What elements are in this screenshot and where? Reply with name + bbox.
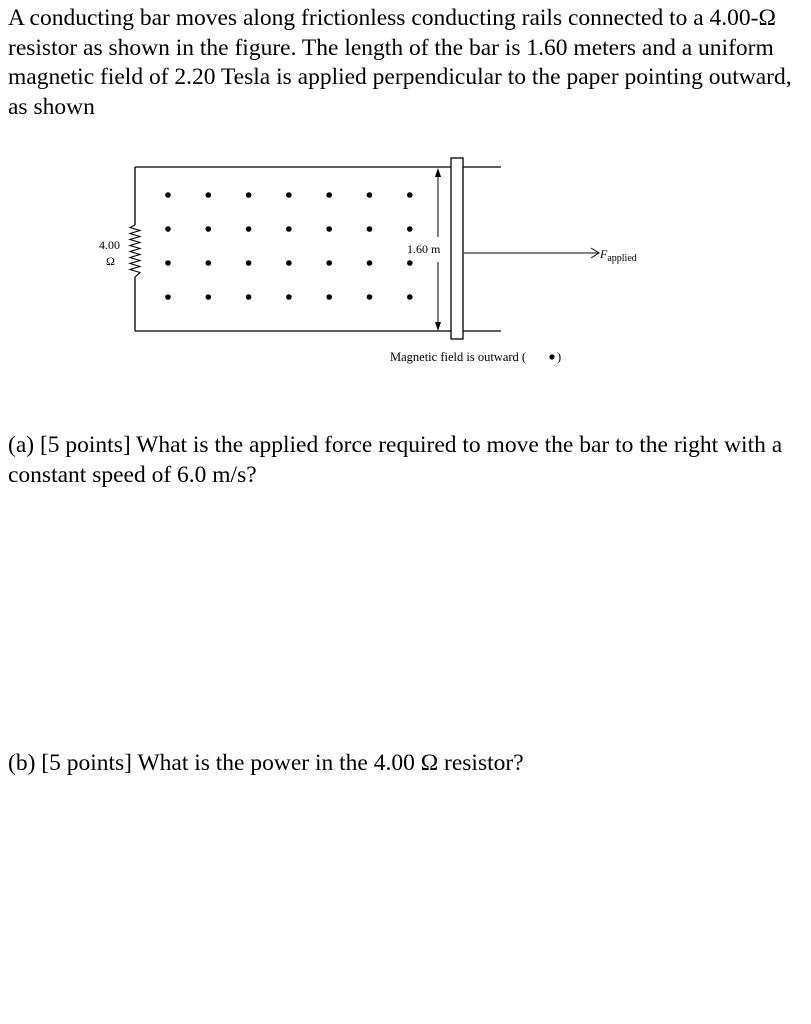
force-symbol: F [600,247,608,261]
field-dot [286,260,292,266]
field-dot [286,192,292,198]
magnetic-field-dots [165,192,412,300]
caption-text: Magnetic field is outward ( [390,350,527,364]
field-dot [326,260,332,266]
question-a: (a) [5 points] What is the applied force required to move the bar to the right with a constant speed of 6.0 m/s? [8,432,783,488]
field-dot [367,226,373,232]
bar-length-label: 1.60 m [407,242,441,256]
field-dot [407,226,413,232]
field-dot [206,294,212,300]
field-dot [367,260,373,266]
field-dot [326,226,332,232]
field-dot [165,226,171,232]
dimension-arrowhead-up [435,168,441,177]
applied-force-arrow [464,248,599,258]
applied-force-label [599,247,637,264]
field-dot [165,294,171,300]
field-dot [206,260,212,266]
question-b: (b) [5 points] What is the power in the 4.00 Ω resistor? [8,750,524,776]
dimension-arrowhead-down [435,322,441,331]
field-dot [165,260,171,266]
figure-caption [390,350,526,364]
field-dot [326,294,332,300]
resistor-unit-label: Ω [106,254,115,268]
field-dot [326,192,332,198]
field-dot [246,226,252,232]
resistor-zigzag [130,225,140,277]
field-dot [246,260,252,266]
field-dot [206,192,212,198]
force-subscript: applied [607,253,637,264]
caption-close-paren: ) [557,350,562,364]
field-dot [367,192,373,198]
field-dot [407,260,413,266]
caption-dot-icon [549,354,554,359]
problem-statement: A conducting bar moves along frictionless conducting rails connected to a 4.00-Ω resistor as shown in the figure. The length of the bar is 1.60 meters and a uniform magnetic field of 2.20 Tesla is applied perpendicular to the paper pointing outward, as shown [8,5,792,120]
resistor-value-label: 4.00 [99,238,120,252]
field-dot [286,294,292,300]
field-dot [246,192,252,198]
rails [135,167,501,331]
field-dot [206,226,212,232]
conducting-bar [451,158,463,339]
field-dot [286,226,292,232]
field-dot [246,294,252,300]
field-dot [165,192,171,198]
field-dot [407,294,413,300]
field-dot [367,294,373,300]
field-dot [407,192,413,198]
